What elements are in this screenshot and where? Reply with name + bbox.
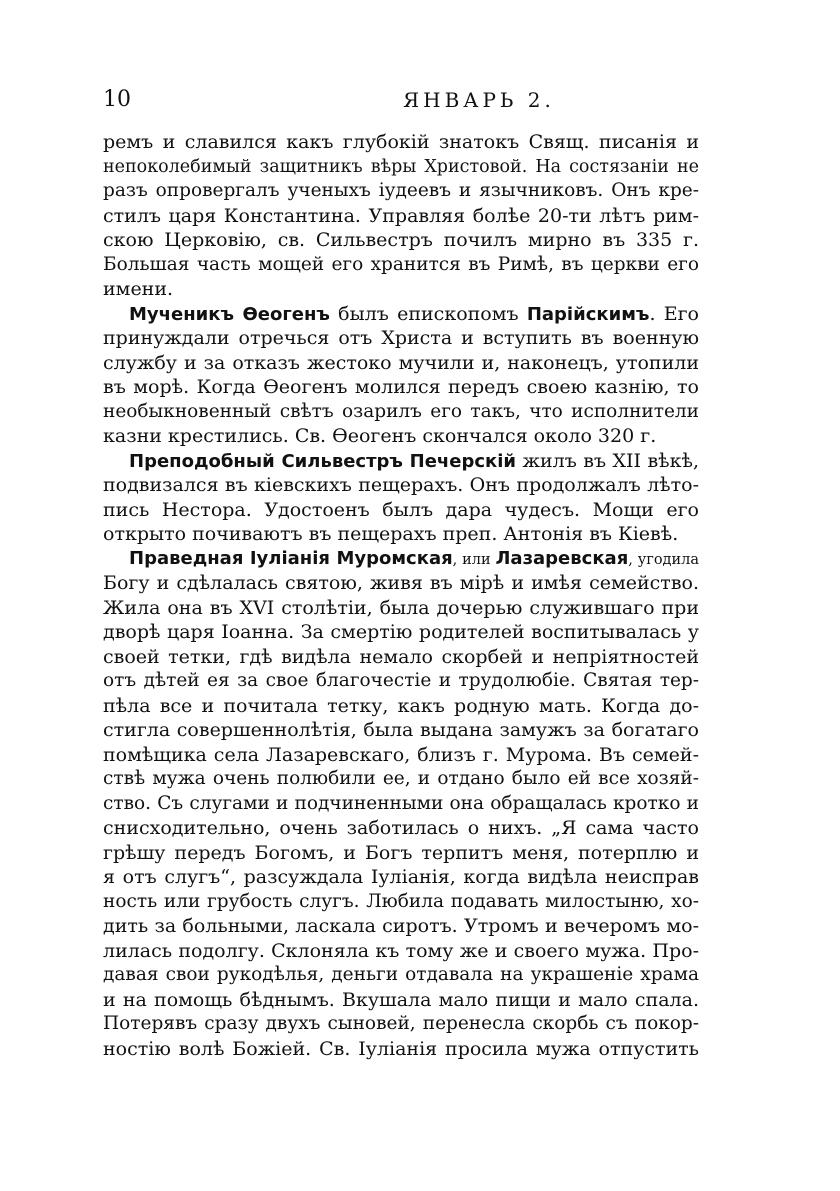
text-line: скою Церковію, св. Сильвестръ почилъ мирно въ 335 г. xyxy=(103,229,699,251)
text-line: ремъ и славился какъ глубокій знатокъ Свящ. писанія и xyxy=(103,131,699,153)
page-header xyxy=(103,86,699,116)
text-line: дворѣ царя Іоанна. За смертію родителей воспитывалась у xyxy=(103,621,699,643)
saint-name-heading: Преподобный Сильвестръ Печерскій xyxy=(129,450,517,472)
text-line: снисходительно, очень заботилась о нихъ. „Я сама часто xyxy=(103,817,699,839)
body-text xyxy=(103,130,699,1061)
heading-tail: . Его xyxy=(649,302,699,325)
text-line: пись Нестора. Удостоенъ былъ дара чудесъ. Мощи его xyxy=(103,498,699,521)
text-line: ностію волѣ Божіей. Св. Іуліанія просила мужа отпустить xyxy=(103,1037,699,1060)
text-line: необыкновенный свѣтъ озарилъ его такъ, что исполнители xyxy=(103,400,699,422)
text-line: я отъ слугъ“, разсуждала Іуліанія, когда видѣла неисправ xyxy=(103,866,699,888)
text-line: службу и за отказъ жестоко мучили и, наконецъ, утопили xyxy=(103,351,699,374)
text-line: принуждали отречься отъ Христа и вступить въ военную xyxy=(103,327,699,349)
paragraph-juliana xyxy=(103,547,699,1062)
text-line: открыто почиваютъ въ пещерахъ преп. Антонія въ Кіевѣ. xyxy=(103,523,679,545)
paragraph-sylvester-pechersky xyxy=(103,449,699,547)
heading-tail: , угодила xyxy=(628,551,699,568)
paragraph-theogenes xyxy=(103,302,699,449)
paragraph-sylvester-continued xyxy=(103,130,699,302)
text-line: и на помощь бѣднымъ. Вкушала мало пищи и мало спала. xyxy=(103,988,699,1011)
text-line: подвизался въ кіевскихъ пещерахъ. Онъ продолжалъ лѣто- xyxy=(103,474,699,496)
saint-name-heading: Праведная Іуліанія Муромская xyxy=(129,547,453,569)
text-line: въ морѣ. Когда Ѳеогенъ молился передъ своею казнію, то xyxy=(103,376,699,398)
text-line: стилъ царя Константина. Управляя болѣе 20-ти лѣтъ рим- xyxy=(103,204,699,227)
text-line: ствѣ мужа очень полюбили ее, и отдано было ей все хозяй- xyxy=(103,768,699,789)
text-line: Потерявъ сразу двухъ сыновей, перенесла скорбь съ покор- xyxy=(103,1013,699,1034)
text-line: Жила она въ XVI столѣтіи, была дочерью служившаго при xyxy=(103,596,699,619)
saint-name-heading: Мученикъ Ѳеогенъ xyxy=(129,303,330,325)
text-line: грѣшу передъ Богомъ, и Богъ терпитъ меня, потерплю и xyxy=(103,841,699,864)
text-line: своей тетки, гдѣ видѣла немало скорбей и непріятностей xyxy=(103,645,699,668)
heading-connector: , или xyxy=(452,551,496,568)
text-line: ность или грубость слугъ. Любила подавать милостыню, хо- xyxy=(103,890,699,912)
text-line-heading xyxy=(103,547,699,572)
text-line: помѣщика села Лазаревскаго, близъ г. Мурома. Въ семей- xyxy=(103,743,699,766)
saint-alt-name-heading: Лазаревская xyxy=(495,547,629,569)
running-title: ЯНВАРЬ 2. xyxy=(403,88,555,112)
text-line-heading xyxy=(103,449,699,474)
text-line: ство. Съ слугами и подчиненными она обращалась кротко и xyxy=(103,792,699,814)
heading-tail: жилъ въ XII вѣкѣ, xyxy=(516,449,700,472)
text-line: давая свои рукодѣлья, деньги отдавала на украшеніе храма xyxy=(103,964,699,985)
text-line: дить за больными, ласкала сиротъ. Утромъ и вечеромъ мо- xyxy=(103,915,699,937)
heading-connector: былъ епископомъ xyxy=(329,302,527,325)
saint-see-heading: Парійскимъ xyxy=(526,303,650,325)
text-line: разъ опровергалъ ученыхъ іудеевъ и язычниковъ. Онъ кре- xyxy=(103,180,699,201)
text-line: непоколебимый защитникъ вѣры Христовой. На состязаніи не xyxy=(103,156,699,177)
text-line-heading xyxy=(103,302,699,327)
text-line: лилась подолгу. Склоняла къ тому же и своего мужа. Про- xyxy=(103,939,699,962)
text-line: отъ дѣтей ея за свое благочестіе и трудолюбіе. Святая тер- xyxy=(103,670,699,691)
text-line: Большая часть мощей его хранится въ Римѣ, въ церкви его xyxy=(103,253,699,275)
text-line: казни крестились. Св. Ѳеогенъ скончался около 320 г. xyxy=(103,425,657,447)
page-number: 10 xyxy=(103,87,131,112)
text-line: имени. xyxy=(103,278,174,300)
text-line: Богу и сдѣлалась святою, живя въ мірѣ и имѣя семейство. xyxy=(103,572,699,594)
text-line: стигла совершеннолѣтія, была выдана замужъ за богатаго xyxy=(103,719,699,741)
text-line: пѣла все и почитала тетку, какъ родную мать. Когда до- xyxy=(103,694,699,717)
